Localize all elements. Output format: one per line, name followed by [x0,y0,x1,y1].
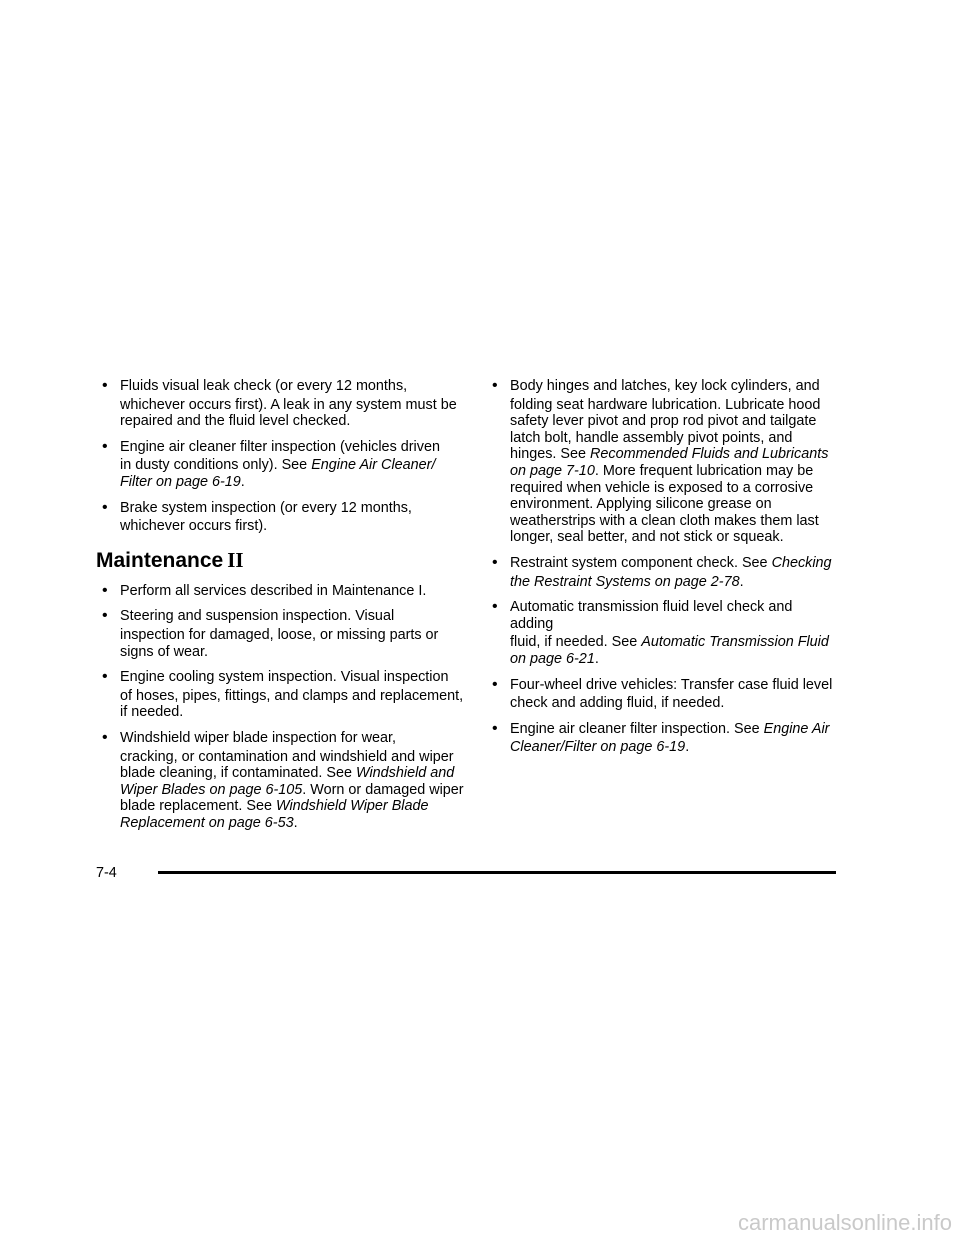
item-text: whichever occurs first). [120,518,268,535]
list-item [96,730,468,832]
cross-reference-link[interactable]: Engine Air Cleaner/ Filter on page 6-19 [120,457,436,490]
item-text: in dusty conditions only). See [120,457,312,474]
cross-reference-link[interactable]: Recommended Fluids and Lubricants on page 7-10 [510,446,829,479]
item-suffix: . [240,473,245,490]
list-item [96,608,468,660]
right-bullet-list [486,378,836,756]
cross-reference-link[interactable]: Checking [771,554,832,571]
cross-reference-link[interactable]: Engine Air [763,720,830,737]
bullet-icon: • [102,728,108,746]
item-first-line: Automatic transmission fluid level check and adding [510,599,793,632]
item-text: cracking, or contamination and windshield and wiper blade cleaning, if contaminated. See [120,748,454,782]
list-item [96,583,468,600]
page-footer [96,864,836,886]
left-bullet-list-top [96,378,468,535]
left-bullet-list-bottom [96,583,468,832]
item-first-line: Fluids visual leak check (or every 12 months, [120,378,408,394]
section-heading [96,548,468,573]
item-first-line: Restraint system component check. See [510,554,772,571]
item-text-continued: . Worn or damaged wiper blade replacement. See [120,781,464,815]
item-first-line: Four-wheel drive vehicles: Transfer case fluid level [510,676,833,693]
bullet-icon: • [102,668,108,686]
cross-reference-link[interactable]: Windshield Wiper Blade Replacement on page 6-53 [120,798,429,831]
item-first-line: Body hinges and latches, key lock cylinders, and [510,378,820,394]
item-first-line: Brake system inspection (or every 12 months, [120,499,412,516]
item-text: check and adding fluid, if needed. [510,695,725,712]
cross-reference-link[interactable]: Automatic Transmission Fluid on page 6-21 [510,634,829,667]
item-first-line: Windshield wiper blade inspection for wear, [120,729,396,746]
left-column [96,378,468,840]
list-item [96,378,468,430]
list-item [486,599,836,667]
bullet-icon: • [102,581,108,599]
bullet-icon: • [492,598,498,616]
item-text-continued: . More frequent lubrication may be required when vehicle is exposed to a corrosive environment. Applying silicone grease on weatherstrips with a clean cloth makes them last longer, seal better, and not stick or squeak. [510,462,819,546]
item-first-line: Engine air cleaner filter inspection (vehicles driven [120,438,440,455]
bullet-icon: • [492,719,498,737]
footer-rule [158,871,836,874]
list-item [486,677,836,712]
item-suffix: . [739,573,744,590]
item-suffix: . [685,739,690,756]
cross-reference-link[interactable]: the Restraint Systems on page 2-78 [510,573,740,590]
item-text: whichever occurs first). A leak in any system must be repaired and the fluid level checked. [120,396,457,430]
bullet-icon: • [102,437,108,455]
bullet-icon: • [102,498,108,516]
list-item [96,439,468,491]
bullet-icon: • [102,377,108,394]
item-first-line-wrap [510,721,836,738]
item-first-line: Engine cooling system inspection. Visual inspection [120,669,449,686]
bullet-icon: • [102,607,108,625]
item-text: of hoses, pipes, fittings, and clamps and replacement, if needed. [120,687,464,721]
item-suffix: . [293,814,298,831]
item-text: folding seat hardware lubrication. Lubricate hood safety lever pivot and prop rod pivot and tailgate latch bolt, handle assembly pivot points, and hinges. See [510,396,821,463]
bullet-icon: • [492,377,498,394]
list-item [96,669,468,721]
item-first-line-wrap [510,555,836,572]
watermark: carmanualsonline.info [737,1210,952,1235]
list-item [96,500,468,535]
page-number: 7-4 [96,865,117,881]
heading-numeral: II [227,547,244,572]
heading-text: Maintenance [96,548,224,572]
list-item [486,721,836,756]
bullet-icon: • [492,553,498,571]
cross-reference-link[interactable]: Cleaner/Filter on page 6-19 [510,739,686,756]
item-text: inspection for damaged, loose, or missing parts or signs of wear. [120,626,439,660]
item-first-line: Perform all services described in Maintenance I. [120,582,427,599]
item-first-line: Engine air cleaner filter inspection. See [510,720,764,737]
item-first-line: Steering and suspension inspection. Visual [120,608,395,625]
cross-reference-link[interactable]: Windshield and Wiper Blades on page 6-105 [120,765,455,798]
right-column [486,378,836,765]
list-item [486,378,836,546]
list-item [486,555,836,590]
item-suffix: . [594,650,599,667]
item-text: fluid, if needed. See [510,634,642,651]
bullet-icon: • [492,675,498,693]
